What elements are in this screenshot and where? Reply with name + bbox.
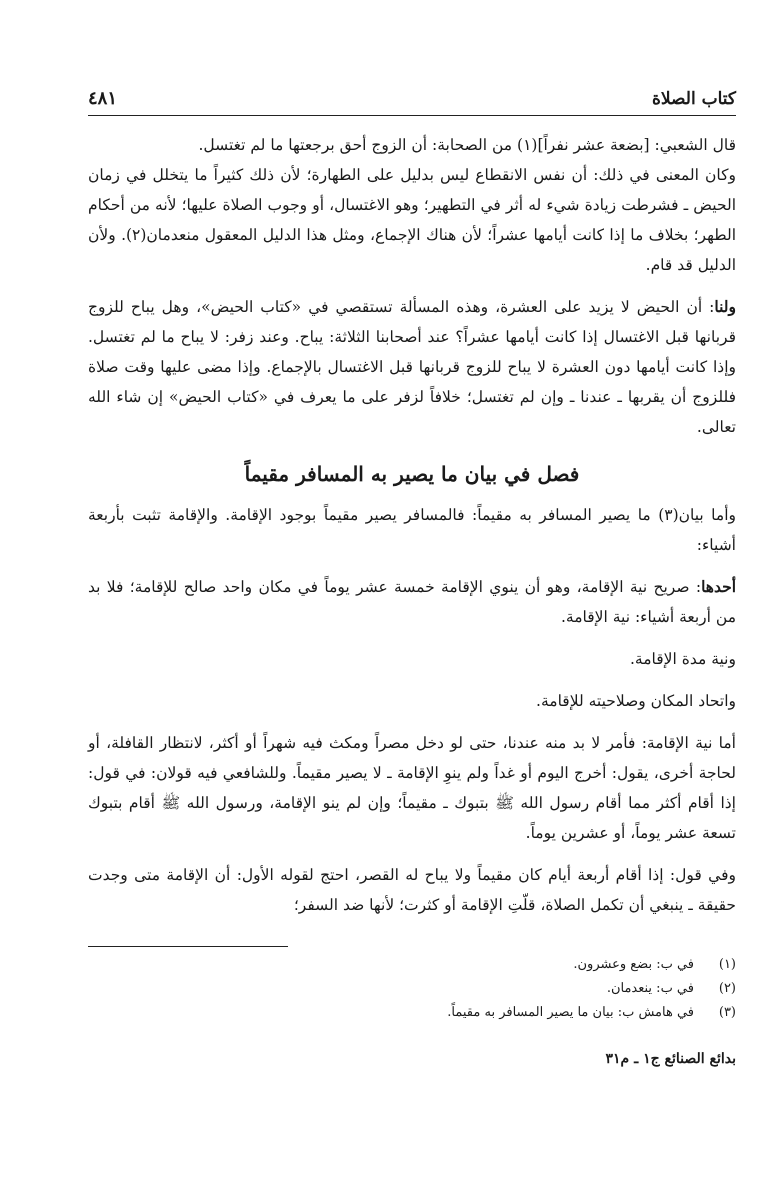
paragraph-5-body: : صريح نية الإقامة، وهو أن ينوي الإقامة خمسة عشر يوماً في مكان واحد صالح للإقامة؛ فلا بد من أربعة أشياء: نية الإقامة.: [88, 578, 736, 626]
paragraph-3-lead: ولنا: [714, 297, 736, 316]
footnote-3: [88, 1001, 736, 1025]
paragraph-8: أما نية الإقامة: فأمر لا بد منه عندنا، حتى لو دخل مصراً ومكث فيه شهراً أو أكثر، لانتظار القافلة، أو لحاجة أخرى، يقول: أخرج اليوم أو غداً ولم ينوِ الإقامة ـ لا يصير مقيماً. وللشافعي فيه قولان: في قول: إذا أقام أكثر مما أقام رسول الله ﷺ بتبوك ـ مقيماً؛ وإن لم ينو الإقامة، ورسول الله ﷺ أقام بتبوك تسعة عشر يوماً، أو عشرين يوماً.: [88, 734, 736, 842]
footnote-1: [88, 953, 736, 977]
chapter-title: كتاب الصلاة: [651, 89, 736, 109]
paragraph-3-body: : أن الحيض لا يزيد على العشرة، وهذه المسألة تستقصي في «كتاب الحيض»، وهل يباح للزوج قربانها قبل الاغتسال إذا كانت أيامها عشراً؟ عند أصحابنا الثلاثة: يباح. وعند زفر: لا يباح ما لم تغتسل. وإذا كانت أيامها دون العشرة لا يباح للزوج قربانها قبل الاغتسال بالإجماع. وإذا مضى عليها وقت صلاة فللزوج أن يقربها ـ عندنا ـ وإن لم تغتسل؛ خلافاً لزفر على ما يعرف في «كتاب الحيض» إن شاء الله تعالى.: [88, 298, 736, 436]
paragraph-4: وأما بيان(٣) ما يصير المسافر به مقيماً: فالمسافر يصير مقيماً بوجود الإقامة. والإقامة تثبت بأربعة أشياء:: [88, 506, 737, 554]
section-heading: فصل في بيان ما يصير به المسافر مقيماً: [244, 462, 580, 486]
paragraph-9: وفي قول: إذا أقام أربعة أيام كان مقيماً ولا يباح له القصر، احتج لقوله الأول: أن الإقامة متى وجدت حقيقة ـ ينبغي أن تكمل الصلاة، قلّتِ الإقامة أو كثرت؛ لأنها ضد السفر؛: [88, 866, 736, 914]
paragraph-1: قال الشعبي: [بضعة عشر نفراً](١) من الصحابة: أن الزوج أحق برجعتها ما لم تغتسل.: [198, 136, 736, 154]
book-footer: بدائع الصنائع ج١ ـ م٣١: [605, 1051, 736, 1067]
page-number: ٤٨١: [88, 88, 118, 109]
paragraph-2: وكان المعنى في ذلك: أن نفس الانقطاع ليس بدليل على الطهارة؛ لأن ذلك كثيراً ما يتخلل في زمان الحيض ـ فشرطت زيادة شيء له أثر في التطهير؛ وهو الاغتسال، أو وجوب الصلاة عليها؛ لأنه من أحكام الطهر؛ بخلاف ما إذا كانت أيامها عشراً؛ لأن هناك الإجماع، ومثل هذا الدليل المعقول منعدمان(٢). ولأن الدليل قد قام.: [88, 166, 737, 274]
paragraph-6: ونية مدة الإقامة.: [629, 650, 736, 668]
footnote-number: (٣): [718, 1005, 736, 1020]
footnote-2: [88, 977, 736, 1001]
footnote-text: في هامش ب: بيان ما يصير المسافر به مقيماً.: [447, 1005, 694, 1020]
paragraph-5: [88, 572, 736, 632]
page: [88, 88, 736, 1067]
footnotes: [88, 953, 736, 1025]
paragraph-7: واتحاد المكان وصلاحيته للإقامة.: [536, 692, 736, 710]
footnote-text: في ب: بضع وعشرون.: [573, 957, 694, 972]
running-header: [88, 88, 736, 116]
footnote-number: (٢): [718, 981, 736, 996]
footnote-number: (١): [718, 957, 736, 972]
paragraph-5-lead: أحدها: [701, 577, 736, 596]
footnote-rule: [88, 946, 736, 947]
footnote-text: في ب: ينعدمان.: [606, 981, 694, 996]
paragraph-3: [88, 292, 736, 442]
